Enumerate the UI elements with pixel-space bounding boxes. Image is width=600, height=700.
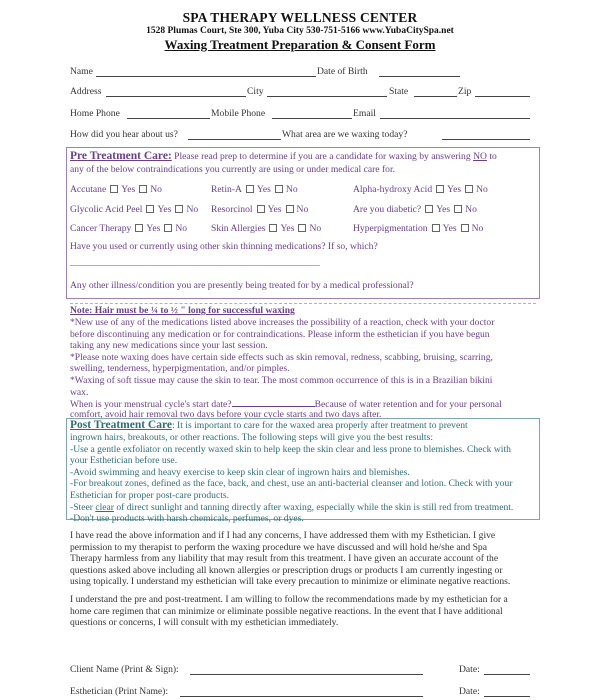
note-text (70, 317, 494, 398)
yes-label: Yes (256, 184, 271, 195)
yes-label: Yes (280, 223, 295, 234)
note-line: wax. (70, 386, 89, 398)
city-label: City (247, 86, 264, 97)
steer-clear: clear (95, 501, 114, 513)
no-label: No (186, 204, 199, 215)
post-steer-line (70, 502, 513, 514)
pre-heading: Pre Treatment Care: (70, 150, 172, 162)
no-label: No (285, 184, 298, 195)
consent-paragraph-2 (70, 594, 508, 629)
resorcinol-no-checkbox[interactable] (286, 205, 294, 213)
email-label: Email (353, 108, 376, 119)
post-intro: : It is important to care for the waxed area properly after treatment to prevent (171, 420, 468, 431)
alpha-hydroxy-label: Alpha-hydroxy Acid (353, 184, 433, 195)
esthetician-label: Esthetician (Print Name): (70, 686, 169, 697)
yes-label: Yes (436, 204, 451, 215)
accutane-no-checkbox[interactable] (139, 185, 147, 193)
area-field[interactable] (442, 139, 530, 140)
glycolic-no-checkbox[interactable] (175, 205, 183, 213)
no-label: No (309, 223, 322, 234)
no-label: No (471, 223, 484, 234)
post-line: -Avoid swimming and heavy exercise to keep skin clear of ingrown hairs and blemishes. (70, 466, 410, 478)
note-line: swelling, tenderness, hyperpigmentation, and/or pimples. (70, 363, 290, 375)
post-line: -Use a gentle exfoliator on recently waxed skin to help keep the skin clear and less prone to blemishes. Check with (70, 443, 511, 455)
note-line: *New use of any of the medications listed above increases the possibility of a reaction, check with your doctor (70, 317, 495, 328)
post-line: ingrown hairs, breakouts, or other reactions. The following steps will give you the best results: (70, 432, 433, 443)
home-phone-label: Home Phone (70, 108, 120, 119)
hyperpig-no-checkbox[interactable] (461, 224, 469, 232)
cycle-question: When is your menstrual cycle's start date? (70, 399, 232, 410)
note-line: *Waxing of soft tissue may cause the skin to tear. The most common occurrence of this is in a Brazilian bikini (70, 374, 493, 386)
glycolic-label: Glycolic Acid Peel (70, 204, 143, 215)
form-title: Waxing Treatment Preparation & Consent Form (164, 37, 436, 52)
client-date-field[interactable] (484, 674, 530, 675)
post-intro-line (70, 420, 468, 432)
accutane-row (70, 184, 162, 196)
alpha-hydroxy-no-checkbox[interactable] (465, 185, 473, 193)
esthetician-field[interactable] (180, 696, 423, 697)
diabetic-no-checkbox[interactable] (454, 205, 462, 213)
resorcinol-label: Resorcinol (211, 204, 253, 215)
retin-a-no-checkbox[interactable] (275, 185, 283, 193)
diabetic-label: Are you diabetic? (353, 204, 422, 215)
address-field[interactable] (106, 96, 246, 97)
post-line: your Esthetician before use. (70, 455, 178, 467)
consent-line: I understand the pre and post-treatment. I am willing to follow the recommendations made by my esthetician for a (70, 594, 508, 605)
address-label: Address (70, 86, 102, 97)
state-field[interactable] (414, 96, 457, 97)
yes-label: Yes (442, 223, 457, 234)
post-line: Esthetician for proper post-care products. (70, 489, 230, 501)
pre-intro-no: NO (473, 151, 487, 162)
zip-label: Zip (458, 86, 472, 97)
allergies-no-checkbox[interactable] (298, 224, 306, 232)
cancer-row (70, 223, 187, 235)
cancer-no-checkbox[interactable] (164, 224, 172, 232)
consent-line: using topically. I understand my esthetician will take every precaution to minimize or eliminate negative reactions. (70, 576, 511, 588)
allergies-label: Skin Allergies (211, 223, 266, 234)
cycle-date-field[interactable] (232, 398, 315, 407)
post-line: -Don't use products with harsh chemicals, perfumes, or dyes. (70, 513, 304, 525)
client-sign-field[interactable] (190, 674, 423, 675)
post-line: -For breakout zones, defined as the face, back, and chest, use an anti-bacterial cleanser and lotion. Check with your (70, 478, 513, 490)
pre-intro-line2: any of the below contraindications you currently are using or under medical care for. (70, 164, 396, 175)
org-address: 1528 Plumas Court, Ste 300, Yuba City 530-751-5166 www.YubaCitySpa.net (146, 26, 454, 36)
pre-intro-b: to (486, 151, 497, 162)
glycolic-row (70, 204, 198, 216)
consent-paragraph-1 (70, 530, 510, 588)
glycolic-yes-checkbox[interactable] (146, 205, 154, 213)
esthetician-date-field[interactable] (484, 696, 530, 697)
state-label: State (389, 86, 409, 97)
post-text (70, 432, 513, 525)
alpha-hydroxy-row (353, 184, 488, 196)
email-field[interactable] (380, 118, 530, 119)
allergies-row (211, 223, 321, 235)
no-label: No (175, 223, 188, 234)
cycle-reason: Because of water retention and for your personal (314, 399, 502, 410)
consent-line: Therapy harmless from any liability that may result from this treatment. I have given an accurate account of the (70, 553, 499, 565)
thinning-answer-field[interactable] (70, 265, 320, 266)
no-label: No (150, 184, 162, 195)
org-name: SPA THERAPY WELLNESS CENTER (182, 10, 418, 25)
accutane-label: Accutane (70, 184, 107, 195)
yes-label: Yes (447, 184, 462, 195)
yes-label: Yes (121, 184, 136, 195)
cancer-label: Cancer Therapy (70, 223, 132, 234)
consent-line: home care regimen that can minimize or eliminate possible negative reactions. In the event that I have additional (70, 605, 503, 617)
yes-label: Yes (157, 204, 172, 215)
cycle-advice: comfort, avoid hair removal two days before your cycle starts and two days after. (70, 409, 382, 420)
consent-line: I have read the above information and if I had any concerns, I have addressed them with my Esthetician. I give (70, 530, 496, 541)
hear-label: How did you hear about us? (70, 129, 178, 140)
retin-a-row (211, 184, 298, 196)
zip-field[interactable] (475, 96, 530, 97)
retin-a-yes-checkbox[interactable] (246, 185, 254, 193)
name-field[interactable] (96, 76, 316, 77)
note-divider (70, 303, 536, 304)
city-field[interactable] (267, 96, 387, 97)
cancer-yes-checkbox[interactable] (135, 224, 143, 232)
accutane-yes-checkbox[interactable] (110, 185, 118, 193)
pre-intro-line1 (70, 151, 497, 163)
mobile-phone-label: Mobile Phone (211, 108, 266, 119)
consent-line: permission to my therapist to perform the waxing procedure we have discussed and will hold he/she and Spa (70, 541, 487, 553)
esthetician-date-label: Date: (459, 686, 480, 697)
dob-label: Date of Birth (317, 66, 368, 77)
note-line: taking any new medications since your last session. (70, 340, 268, 352)
consent-line: questions asked above including all known allergies or prescription drugs or products I am currently ingesting or (70, 564, 503, 576)
note-heading: Note: Hair must be ¼ to ½ " long for successful waxing (70, 305, 295, 316)
consent-line: questions or concerns, I will consult with my esthetician immediately. (70, 617, 339, 629)
no-label: No (296, 204, 309, 215)
steer-b: of direct sunlight and tanning directly after waxing, especially while the skin is still red from treatment. (113, 501, 514, 513)
note-line: before discontinuing any medication or for contraindications. Please inform the esthetician if you have begun (70, 328, 490, 340)
allergies-yes-checkbox[interactable] (269, 224, 277, 232)
retin-a-label: Retin-A (211, 184, 242, 195)
resorcinol-yes-checkbox[interactable] (257, 205, 265, 213)
area-label: What area are we waxing today? (282, 129, 408, 140)
illness-question: Any other illness/condition you are presently being treated for by a medical professional? (70, 280, 414, 291)
name-label: Name (70, 66, 93, 77)
alpha-hydroxy-yes-checkbox[interactable] (436, 185, 444, 193)
steer-a: -Steer (70, 501, 96, 513)
yes-label: Yes (146, 223, 161, 234)
client-sign-label: Client Name (Print & Sign): (70, 664, 179, 675)
mobile-phone-field[interactable] (272, 118, 352, 119)
no-label: No (465, 204, 477, 215)
resorcinol-row (211, 204, 308, 216)
diabetic-row (353, 204, 477, 216)
hyperpig-yes-checkbox[interactable] (432, 224, 440, 232)
hyperpig-label: Hyperpigmentation (353, 223, 428, 234)
note-line: *Please note waxing does have certain side effects such as skin removal, redness, scabbing, bruising, scarring, (70, 351, 493, 363)
hyperpig-row (353, 223, 483, 235)
home-phone-field[interactable] (127, 118, 210, 119)
client-date-label: Date: (459, 664, 480, 675)
diabetic-yes-checkbox[interactable] (425, 205, 433, 213)
hear-field[interactable] (188, 139, 281, 140)
thinning-question: Have you used or currently using other skin thinning medications? If so, which? (70, 241, 378, 252)
post-heading: Post Treatment Care (70, 419, 172, 431)
no-label: No (476, 184, 488, 195)
dob-field[interactable] (379, 76, 460, 77)
yes-label: Yes (267, 204, 282, 215)
pre-intro-a: Please read prep to determine if you are a candidate for waxing by answering (171, 151, 474, 162)
